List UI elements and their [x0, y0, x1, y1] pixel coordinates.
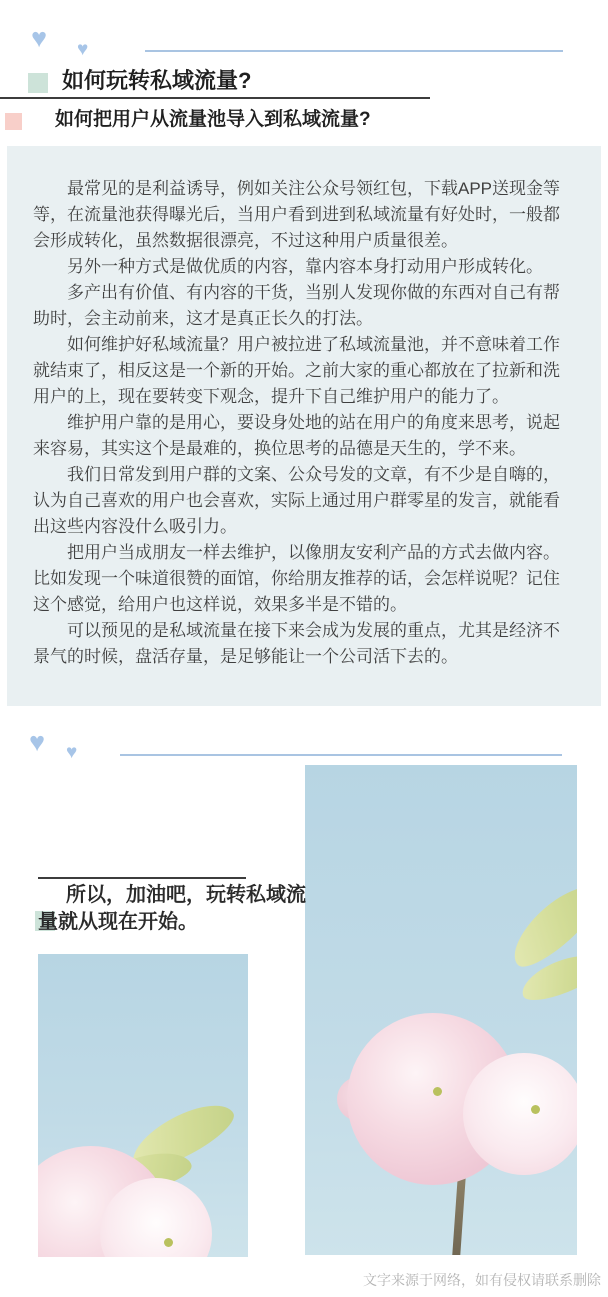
paragraph: 我们日常发到用户群的文案、公众号发的文章，有不少是自嗨的，认为自己喜欢的用户也会喜欢，实际上通过用户群零星的发言，就能看出这些内容没什么吸引力。 — [33, 465, 560, 536]
heart-icon: ♥ — [77, 39, 89, 60]
paragraph: 如何维护好私域流量？用户被拉进了私域流量池，并不意味着工作就结束了，相反这是一个新的开始。之前大家的重心都放在了拉新和洗用户的上，现在要转变下观念，提升下自己维护用户的能力了。 — [33, 335, 560, 406]
green-square-bullet — [28, 73, 48, 93]
divider-line-black — [38, 877, 246, 879]
closing-statement: 所以，加油吧，玩转私域流量就从现在开始。 — [38, 884, 306, 933]
article-body — [7, 146, 601, 706]
flower-photo-right — [305, 765, 577, 1255]
flower-blossom — [463, 1053, 577, 1175]
paragraph: 可以预见的是私域流量在接下来会成为发展的重点，尤其是经济不景气的时候，盘活存量，是足够能让一个公司活下去的。 — [33, 621, 560, 666]
flower-center — [433, 1087, 442, 1096]
paragraph: 最常见的是利益诱导，例如关注公众号领红包，下载APP送现金等等，在流量池获得曝光后，当用户看到进到私域流量有好处时，一般都会形成转化，虽然数据很漂亮，不过这种用户质量很差。 — [33, 179, 561, 250]
pink-square-bullet — [5, 113, 22, 130]
heart-icon: ♥ — [66, 742, 78, 763]
divider-line-black — [0, 97, 430, 99]
heart-icon: ♥ — [31, 23, 48, 53]
source-disclaimer: 文字来源于网络，如有侵权请联系删除 — [363, 1272, 601, 1288]
paragraph: 多产出有价值、有内容的干货，当别人发现你做的东西对自己有帮助时，会主动前来，这才是真正长久的打法。 — [33, 283, 560, 328]
section-subtitle: 如何把用户从流量池导入到私域流量? — [55, 109, 371, 130]
section-title: 如何玩转私域流量? — [62, 68, 252, 93]
heart-icon: ♥ — [29, 727, 46, 757]
flower-center — [164, 1238, 173, 1247]
paragraph: 把用户当成朋友一样去维护，以像朋友安利产品的方式去做内容。比如发现一个味道很赞的面馆，你给朋友推荐的话，会怎样说呢？记住这个感觉，给用户也这样说，效果多半是不错的。 — [33, 543, 560, 614]
flower-center — [531, 1105, 540, 1114]
paragraph: 另外一种方式是做优质的内容，靠内容本身打动用户形成转化。 — [67, 257, 543, 276]
divider-line-blue — [120, 754, 562, 756]
flower-photo-left — [38, 954, 248, 1257]
divider-line-blue — [145, 50, 563, 52]
paragraph: 维护用户靠的是用心，要设身处地的站在用户的角度来思考，说起来容易，其实这个是最难的，换位思考的品德是天生的，学不来。 — [33, 413, 560, 458]
flower-stem — [452, 1173, 466, 1255]
